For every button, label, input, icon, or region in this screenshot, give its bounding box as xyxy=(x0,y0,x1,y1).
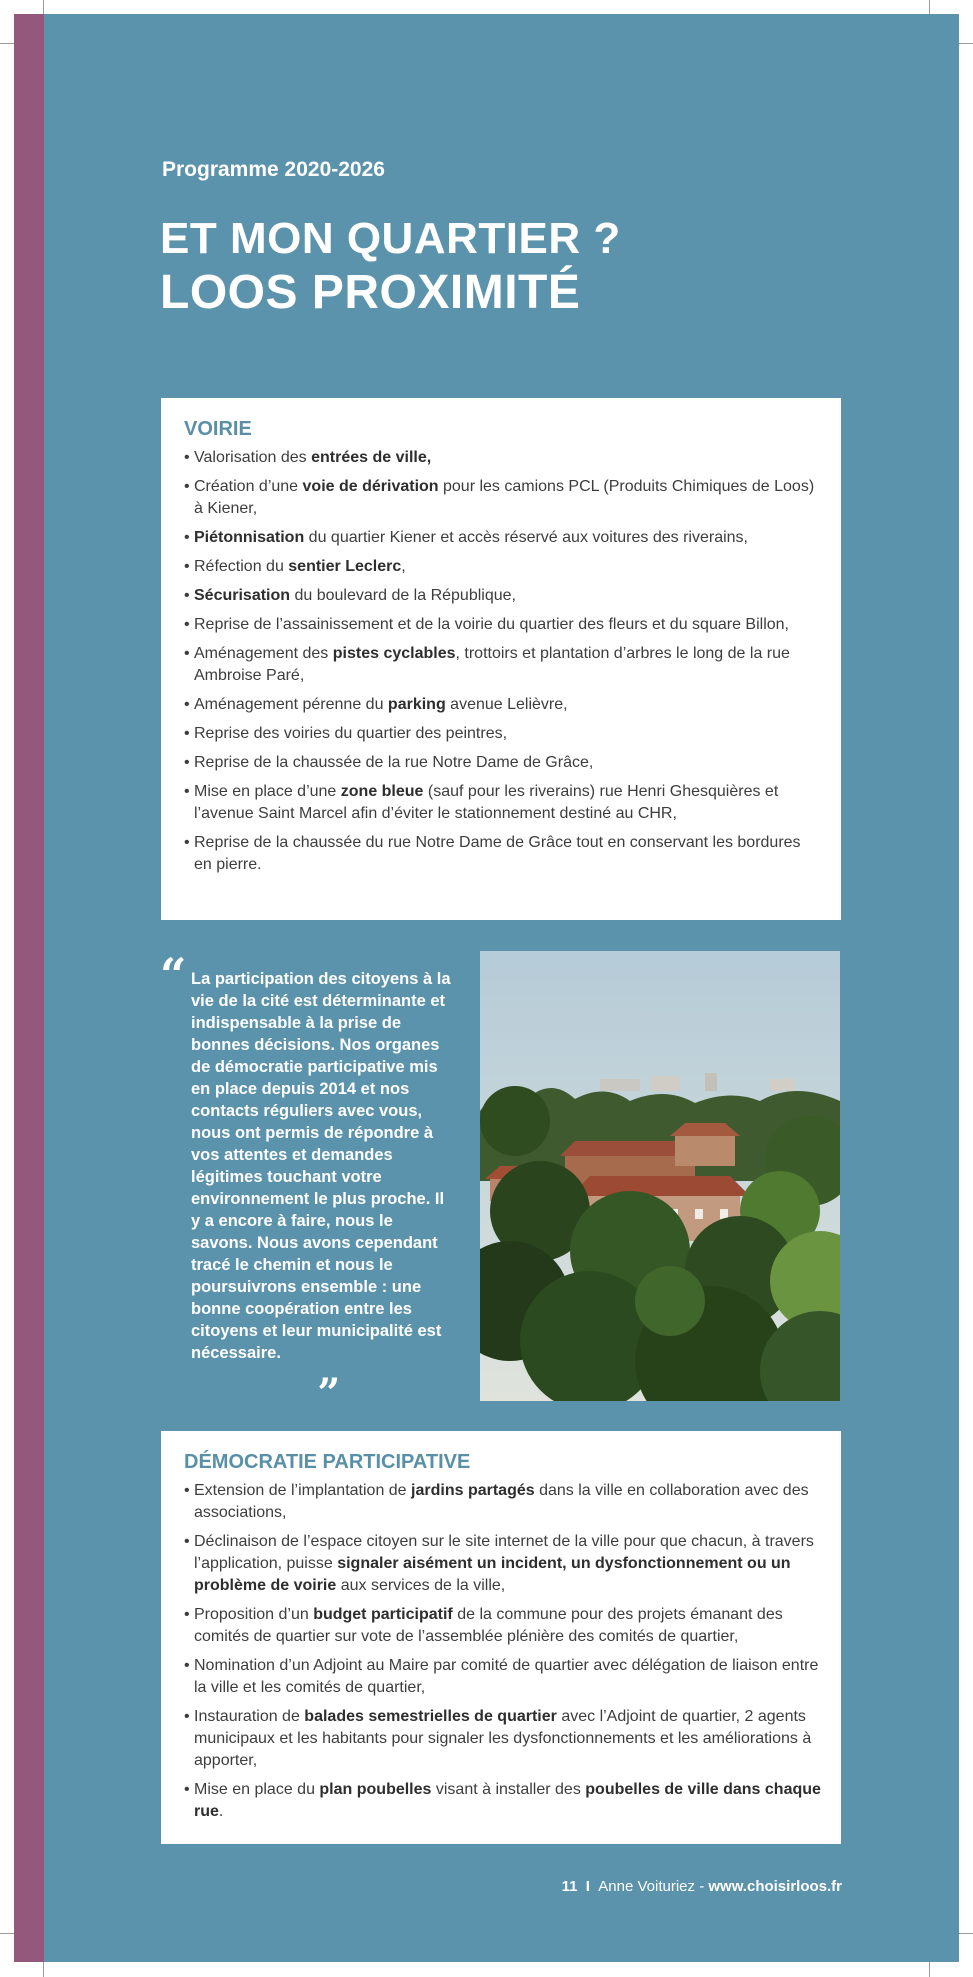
item-text: du quartier Kiener et accès réservé aux voitures des riverains, xyxy=(304,529,748,546)
list-item xyxy=(184,476,821,520)
item-text: Réfection du xyxy=(194,558,289,575)
list-item xyxy=(184,832,821,876)
emphasis-text: signaler aisément un incident, un dysfonctionnement ou un problème de voirie xyxy=(194,1555,791,1594)
bullet-icon: • xyxy=(184,1781,190,1798)
quote-open-mark: “ xyxy=(160,948,187,1002)
list-item xyxy=(184,556,821,578)
quote-close-mark: „ xyxy=(318,1347,342,1394)
list-item xyxy=(184,447,821,469)
quote-text: La participation des citoyens à la vie de la cité est déterminante et indispensable à la prise de bonnes décisions. Nos organes de démocratie participative mis en place depuis 2014 et nos contacts réguliers avec vous, nous ont permis de répondre à vos attentes et demandes légitimes touchant votre environnement le plus proche. Il y a encore à faire, nous le savons. Nous avons cependant tracé le chemin et nous le poursuivrons ensemble : une bonne coopération entre les citoyens et leur municipalité est nécessaire. xyxy=(191,970,451,1362)
voirie-heading: VOIRIE xyxy=(184,418,252,440)
bullet-icon: • xyxy=(184,645,190,662)
item-text: Création d’une xyxy=(194,478,303,495)
emphasis-text: sentier Leclerc xyxy=(288,558,402,575)
list-item xyxy=(184,752,821,774)
item-text: Mise en place d’une xyxy=(194,783,341,800)
emphasis-text: balades semestrielles de quartier xyxy=(304,1708,557,1725)
page-footer xyxy=(562,1878,842,1895)
emphasis-text: jardins partagés xyxy=(411,1482,535,1499)
item-text: . xyxy=(218,1803,224,1820)
bullet-icon: • xyxy=(184,449,190,466)
bullet-icon: • xyxy=(184,529,190,546)
emphasis-text: poubelles de ville dans chaque rue xyxy=(194,1781,821,1820)
bullet-icon: • xyxy=(184,1708,190,1725)
emphasis-text: plan poubelles xyxy=(319,1781,432,1798)
item-text: Aménagement pérenne du xyxy=(194,696,388,713)
item-text: Reprise de l’assainissement et de la voirie du quartier des fleurs et du square Billon, xyxy=(194,616,789,633)
item-text: Proposition d’un xyxy=(194,1606,314,1623)
list-item xyxy=(184,585,821,607)
page-subtitle: LOOS PROXIMITÉ xyxy=(160,266,581,319)
item-text: Reprise des voiries du quartier des peintres, xyxy=(194,725,508,742)
footer-author: Anne Voituriez - xyxy=(598,1878,709,1895)
item-text: , xyxy=(401,558,406,575)
emphasis-text: budget participatif xyxy=(313,1606,453,1623)
bullet-icon: • xyxy=(184,783,190,800)
bullet-icon: • xyxy=(184,1482,190,1499)
item-text: Mise en place du xyxy=(194,1781,320,1798)
page-number: 11 xyxy=(561,1878,578,1895)
bullet-icon: • xyxy=(184,725,190,742)
item-text: Nomination d’un Adjoint au Maire par comité de quartier avec délégation de liaison entre la ville et les comités de quartier, xyxy=(194,1657,819,1696)
bullet-icon: • xyxy=(184,478,190,495)
item-text: avec l’Adjoint de quartier, 2 agents municipaux et les habitants pour signaler les dysfonctionnements et les améliorations à apporter, xyxy=(194,1708,812,1769)
list-item xyxy=(184,643,821,687)
item-text: de la commune pour des projets émanant des comités de quartier sur vote de l’assemblée plénière des comités de quartier, xyxy=(194,1606,783,1645)
bullet-icon: • xyxy=(184,587,190,604)
item-text: Extension de l’implantation de xyxy=(194,1482,412,1499)
democratie-list xyxy=(184,1480,821,1823)
footer-website: www.choisirloos.fr xyxy=(708,1878,842,1895)
list-item xyxy=(184,1604,821,1648)
item-text: Reprise de la chaussée du rue Notre Dame de Grâce tout en conservant les bordures en pierre. xyxy=(194,834,801,873)
neighborhood-photo-illustration xyxy=(480,951,840,1401)
item-text: Instauration de xyxy=(194,1708,305,1725)
list-item xyxy=(184,1655,821,1699)
item-text: du boulevard de la République, xyxy=(290,587,516,604)
item-text: pour les camions PCL (Produits Chimiques de Loos) à Kiener, xyxy=(194,478,815,517)
list-item xyxy=(184,1706,821,1772)
democratie-box xyxy=(161,1431,841,1844)
emphasis-text: parking xyxy=(387,696,446,713)
neighborhood-photo xyxy=(480,951,840,1401)
item-text: visant à installer des xyxy=(431,1781,586,1798)
item-text: (sauf pour les riverains) rue Henri Ghesquières et l’avenue Saint Marcel afin d’éviter le stationnement destiné au CHR, xyxy=(194,783,779,822)
side-color-strip xyxy=(14,14,44,1962)
emphasis-text: Piétonnisation xyxy=(194,529,305,546)
bullet-icon: • xyxy=(184,558,190,575)
bullet-icon: • xyxy=(184,696,190,713)
item-text: Reprise de la chaussée de la rue Notre Dame de Grâce, xyxy=(194,754,594,771)
emphasis-text: pistes cyclables xyxy=(332,645,456,662)
emphasis-text: entrées de ville, xyxy=(311,449,432,466)
bullet-icon: • xyxy=(184,1657,190,1674)
program-label: Programme 2020-2026 xyxy=(162,158,385,181)
list-item xyxy=(184,781,821,825)
bullet-icon: • xyxy=(184,834,190,851)
list-item xyxy=(184,723,821,745)
item-text: avenue Lelièvre, xyxy=(445,696,568,713)
footer-separator: I xyxy=(585,1878,590,1895)
item-text: dans la ville en collaboration avec des associations, xyxy=(194,1482,809,1521)
emphasis-text: voie de dérivation xyxy=(302,478,439,495)
page-title: ET MON QUARTIER ? xyxy=(160,214,621,263)
list-item xyxy=(184,614,821,636)
voirie-list xyxy=(184,447,821,876)
voirie-box xyxy=(161,398,841,920)
list-item xyxy=(184,1531,821,1597)
bullet-icon: • xyxy=(184,616,190,633)
item-text: Valorisation des xyxy=(194,449,312,466)
emphasis-text: zone bleue xyxy=(340,783,424,800)
emphasis-text: Sécurisation xyxy=(194,587,291,604)
list-item xyxy=(184,1480,821,1524)
item-text: Déclinaison de l’espace citoyen sur le site internet de la ville pour que chacun, à travers l’application, puisse xyxy=(194,1533,814,1572)
bullet-icon: • xyxy=(184,754,190,771)
item-text: Aménagement des xyxy=(194,645,333,662)
item-text: aux services de la ville, xyxy=(336,1577,506,1594)
list-item xyxy=(184,694,821,716)
democratie-heading: DÉMOCRATIE PARTICIPATIVE xyxy=(184,1451,471,1473)
bullet-icon: • xyxy=(184,1533,190,1550)
bullet-icon: • xyxy=(184,1606,190,1623)
list-item xyxy=(184,527,821,549)
item-text: , trottoirs et plantation d’arbres le long de la rue Ambroise Paré, xyxy=(194,645,790,684)
list-item xyxy=(184,1779,821,1823)
